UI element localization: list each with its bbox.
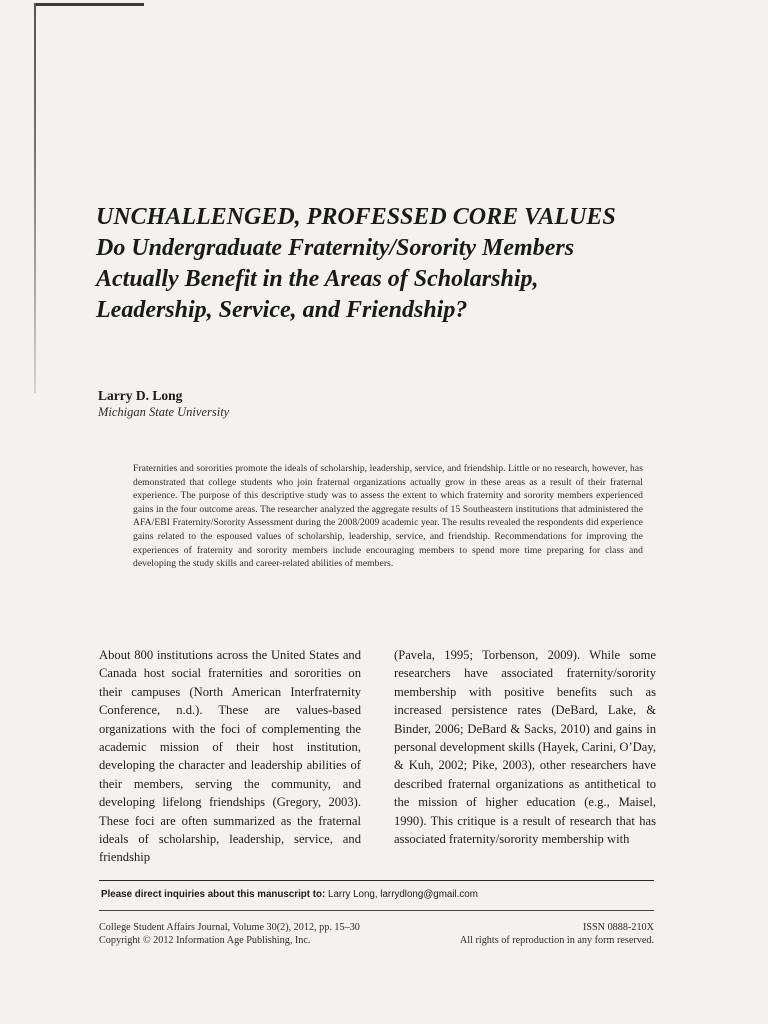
author-affiliation: Michigan State University <box>98 405 230 419</box>
footer-citation <box>99 921 360 947</box>
article-title <box>96 202 696 326</box>
corner-rule-vertical <box>34 3 36 393</box>
body-column-left: About 800 institutions across the United States and Canada host social fraternities and sororities on their campuses (North American Interfraternity Conference, n.d.). These are values-based organizations with the foci of complementing the academic mission of their host institution, developing the character and leadership abilities of their members, serving the community, and developing lifelong friendships (Gregory, 2003). These foci are often summarized as the fraternal ideals of scholarship, leadership, service, and friendship <box>99 648 361 865</box>
abstract: Fraternities and sororities promote the ideals of scholarship, leadership, service, and friendship. Little or no research, however, has demonstrated that college students who join fraternal organizations actually grow in these areas as a result of their fraternal experience. The purpose of this descriptive study was to assess the extent to which fraternity and sorority members experienced gains in the four outcome areas. The researcher analyzed the aggregate results of 15 Southeastern institutions that administered the AFA/EBI Fraternity/Sorority Assessment during the 2008/2009 academic year. The results revealed the respondents did experience gains related to the espoused values of scholarship, leadership, service, and friendship. Recommendations for improving the experiences of fraternity and sorority members include encouraging members to spend more time preparing for class and developing the study skills and career-related abilities of members. <box>133 463 643 570</box>
title-line-1: UNCHALLENGED, PROFESSED CORE VALUES <box>96 204 616 230</box>
body-column-right: (Pavela, 1995; Torbenson, 2009). While some researchers have associated fraternity/sorority membership with positive benefits such as increased persistence rates (DeBard, Lake, & Binder, 2006; DeBard & Sacks, 2010) and gains in personal development skills (Hayek, Carini, O’Day, & Kuh, 2002; Pike, 2003), other researchers have described fraternal organizations as antithetical to the mission of higher education (e.g., Maisel, 1990). This critique is a result of research that has associated fraternity/sorority membership with <box>394 648 656 847</box>
correspondence-label: Please direct inquiries about this manuscript to: <box>101 889 326 900</box>
correspondence-note <box>101 889 478 900</box>
footnote-divider <box>99 880 654 881</box>
title-line-4: Leadership, Service, and Friendship? <box>96 297 468 323</box>
journal-citation: College Student Affairs Journal, Volume 30(2), 2012, pp. 15–30 <box>99 922 360 933</box>
footer-rights <box>460 921 654 947</box>
author-name: Larry D. Long <box>98 388 183 403</box>
correspondence-contact: Larry Long, larrydlong@gmail.com <box>328 889 478 900</box>
copyright-line: Copyright © 2012 Information Age Publishing, Inc. <box>99 935 311 946</box>
corner-rule-horizontal <box>34 3 144 6</box>
issn-line: ISSN 0888-210X <box>582 922 654 933</box>
title-line-2: Do Undergraduate Fraternity/Sorority Members <box>96 235 575 261</box>
footer-divider <box>99 910 654 911</box>
rights-line: All rights of reproduction in any form reserved. <box>459 935 654 946</box>
title-line-3: Actually Benefit in the Areas of Scholarship, <box>96 266 539 292</box>
